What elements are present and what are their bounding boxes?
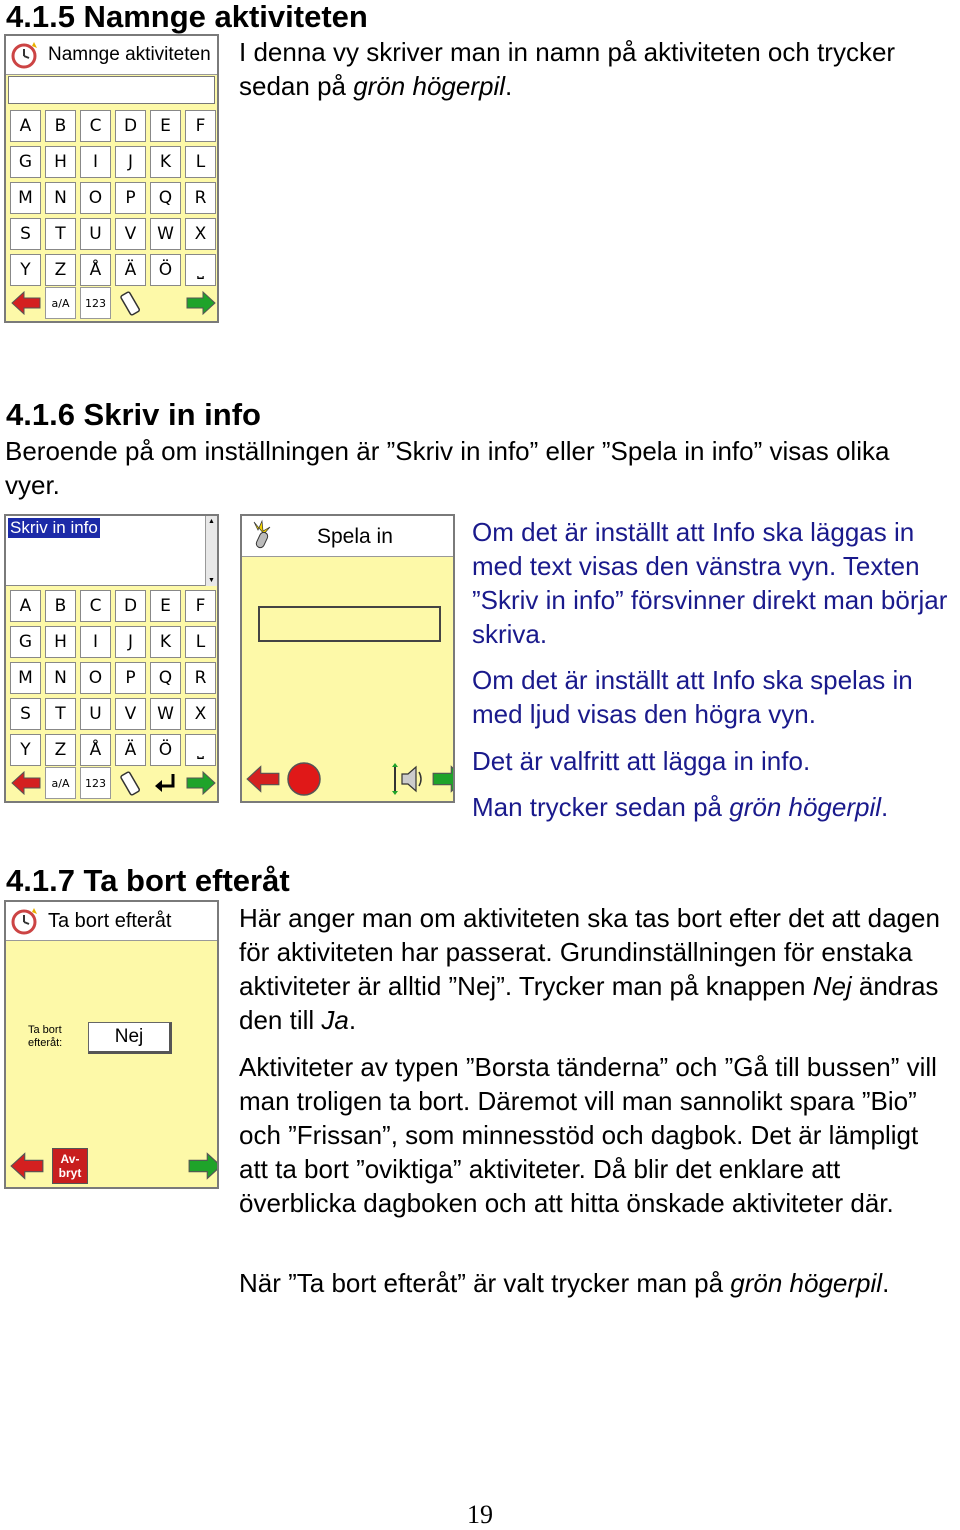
screen-title-bar (6, 36, 217, 75)
key[interactable]: R (185, 662, 216, 694)
eraser-button[interactable] (115, 287, 146, 319)
green-right-arrow-icon (186, 771, 216, 795)
back-arrow-button[interactable] (10, 287, 41, 319)
page-number: 19 (467, 1500, 493, 1529)
screen-title: Namnge aktiviteten (48, 44, 211, 65)
key[interactable]: U (80, 698, 111, 730)
key[interactable]: W (150, 698, 181, 730)
back-arrow-button[interactable] (10, 767, 41, 799)
key[interactable]: K (150, 626, 181, 658)
bottom-toolbar (10, 287, 216, 319)
scrollbar[interactable] (205, 516, 217, 586)
key[interactable]: X (185, 698, 216, 730)
section-heading-415: 4.1.5 Namnge aktiviteten (6, 0, 368, 34)
key[interactable]: E (150, 590, 181, 622)
key[interactable]: A (10, 110, 41, 142)
key[interactable]: Y (10, 734, 41, 766)
scroll-up-icon: ▲ (208, 518, 215, 525)
key[interactable]: Q (150, 182, 181, 214)
key[interactable]: G (10, 626, 41, 658)
key[interactable]: Ö (150, 254, 181, 286)
name-input[interactable] (8, 76, 215, 104)
key[interactable]: V (115, 698, 146, 730)
screen-title: Spela in (317, 525, 393, 548)
space-key[interactable]: ⎵ (185, 734, 216, 766)
key[interactable]: Å (80, 734, 111, 766)
enter-button[interactable] (150, 767, 181, 799)
paragraph-416-3: Det är valfritt att lägga in info. (472, 746, 811, 776)
bottom-toolbar (10, 1148, 219, 1184)
clock-icon (10, 40, 40, 70)
paragraph-417-1: Här anger man om aktiviteten ska tas bort efter det att dagen för aktiviteten har passerat. Grundinställningen för enstaka aktiviteter är alltid ”Nej”. Trycker man på knappen Nej ändras den till Ja. (239, 903, 940, 1035)
paragraph-417-3: När ”Ta bort efteråt” är valt trycker man på grön högerpil. (239, 1268, 890, 1298)
key[interactable]: U (80, 218, 111, 250)
paragraph-416-4: Man trycker sedan på grön högerpil. (472, 792, 889, 822)
key[interactable]: E (150, 110, 181, 142)
enter-icon (153, 771, 179, 795)
key[interactable]: I (80, 626, 111, 658)
key[interactable]: T (45, 218, 76, 250)
microphone-icon (244, 518, 284, 554)
intro-416: Beroende på om inställningen är ”Skriv in info” eller ”Spela in info” visas olika vyer. (5, 436, 890, 500)
key[interactable]: F (185, 590, 216, 622)
key[interactable]: D (115, 590, 146, 622)
paragraph-416-2: Om det är inställt att Info ska spelas in med ljud visas den högra vyn. (472, 665, 913, 729)
red-left-arrow-icon[interactable] (246, 765, 280, 793)
key[interactable]: B (45, 590, 76, 622)
eraser-icon (119, 290, 143, 316)
eraser-icon (119, 770, 143, 796)
key[interactable]: Z (45, 254, 76, 286)
key[interactable]: M (10, 662, 41, 694)
key[interactable]: K (150, 146, 181, 178)
screen-title: Ta bort efteråt (48, 910, 172, 932)
field-label: Ta bort efteråt: (28, 1024, 63, 1049)
key[interactable]: Ä (115, 734, 146, 766)
key[interactable]: Ö (150, 734, 181, 766)
key[interactable]: J (115, 626, 146, 658)
cancel-button[interactable]: Av-bryt (52, 1148, 88, 1184)
green-right-arrow-icon[interactable] (432, 765, 455, 793)
placeholder-highlight: Skriv in info (10, 518, 98, 537)
key[interactable]: L (185, 146, 216, 178)
ta-bort-screen (4, 900, 219, 1189)
key[interactable]: N (45, 662, 76, 694)
keyboard-grid (10, 110, 216, 286)
scroll-down-icon: ▼ (208, 577, 215, 584)
key[interactable]: I (80, 146, 111, 178)
key[interactable]: S (10, 698, 41, 730)
key[interactable]: S (10, 218, 41, 250)
key[interactable]: W (150, 218, 181, 250)
key[interactable]: V (115, 218, 146, 250)
nej-toggle-button[interactable]: Nej (88, 1022, 172, 1054)
paragraph-416-1: Om det är inställt att Info ska läggas in med text visas den vänstra vyn. Texten ”Skriv in info” försvinner direkt man börjar skriva. (472, 517, 948, 649)
key[interactable]: C (80, 590, 111, 622)
key[interactable]: T (45, 698, 76, 730)
key[interactable]: Ä (115, 254, 146, 286)
green-right-arrow-icon (186, 291, 216, 315)
red-left-arrow-icon (11, 291, 41, 315)
key[interactable]: F (185, 110, 216, 142)
screen-title-bar (242, 516, 453, 557)
key[interactable]: R (185, 182, 216, 214)
namnge-screen (4, 34, 219, 323)
red-left-arrow-icon (11, 771, 41, 795)
eraser-button[interactable] (115, 767, 146, 799)
section-heading-417: 4.1.7 Ta bort efteråt (6, 863, 290, 898)
space-key[interactable]: ⎵ (185, 254, 216, 286)
info-text-area[interactable] (6, 516, 211, 586)
numbers-button[interactable]: 123 (80, 767, 111, 799)
green-right-arrow-icon[interactable] (188, 1152, 219, 1180)
key[interactable]: G (10, 146, 41, 178)
paragraph-415: I denna vy skriver man in namn på aktiviteten och trycker sedan på grön högerpil. (239, 37, 896, 101)
key[interactable]: N (45, 182, 76, 214)
key[interactable]: D (115, 110, 146, 142)
key[interactable]: A (10, 590, 41, 622)
forward-arrow-button[interactable] (185, 287, 216, 319)
spela-in-screen (240, 514, 455, 803)
screen-title-bar (6, 902, 217, 941)
key[interactable]: O (80, 182, 111, 214)
key[interactable]: H (45, 146, 76, 178)
case-toggle-button[interactable]: a/A (45, 767, 76, 799)
key[interactable]: P (115, 662, 146, 694)
volume-icon[interactable] (386, 761, 426, 797)
keyboard-grid (10, 590, 216, 766)
key[interactable]: B (45, 110, 76, 142)
record-toolbar (246, 761, 455, 797)
key[interactable]: J (115, 146, 146, 178)
clock-icon (10, 906, 40, 936)
recording-field[interactable] (258, 606, 441, 642)
key[interactable]: Å (80, 254, 111, 286)
bottom-toolbar (10, 767, 216, 799)
key[interactable]: M (10, 182, 41, 214)
key[interactable]: L (185, 626, 216, 658)
key[interactable]: H (45, 626, 76, 658)
section-heading-416: 4.1.6 Skriv in info (6, 397, 261, 432)
key[interactable]: X (185, 218, 216, 250)
forward-arrow-button[interactable] (185, 767, 216, 799)
key[interactable]: P (115, 182, 146, 214)
paragraph-417-2: Aktiviteter av typen ”Borsta tänderna” och ”Gå till bussen” vill man troligen ta bort. Däremot vill man sannolikt spara ”Bio” och ”Frissan”, som minnesstöd och dagbok. Det är lämpligt att ta bort ”oviktiga” aktiviteter. Då blir det enklare att överblicka dagboken och att hitta önskade aktiviteter där. (239, 1052, 937, 1218)
key[interactable]: Y (10, 254, 41, 286)
key[interactable]: C (80, 110, 111, 142)
key[interactable]: O (80, 662, 111, 694)
numbers-button[interactable]: 123 (80, 287, 111, 319)
record-button-icon[interactable] (286, 761, 322, 797)
case-toggle-button[interactable]: a/A (45, 287, 76, 319)
key[interactable]: Z (45, 734, 76, 766)
key[interactable]: Q (150, 662, 181, 694)
red-left-arrow-icon[interactable] (10, 1152, 44, 1180)
skriv-in-info-screen (4, 514, 219, 803)
